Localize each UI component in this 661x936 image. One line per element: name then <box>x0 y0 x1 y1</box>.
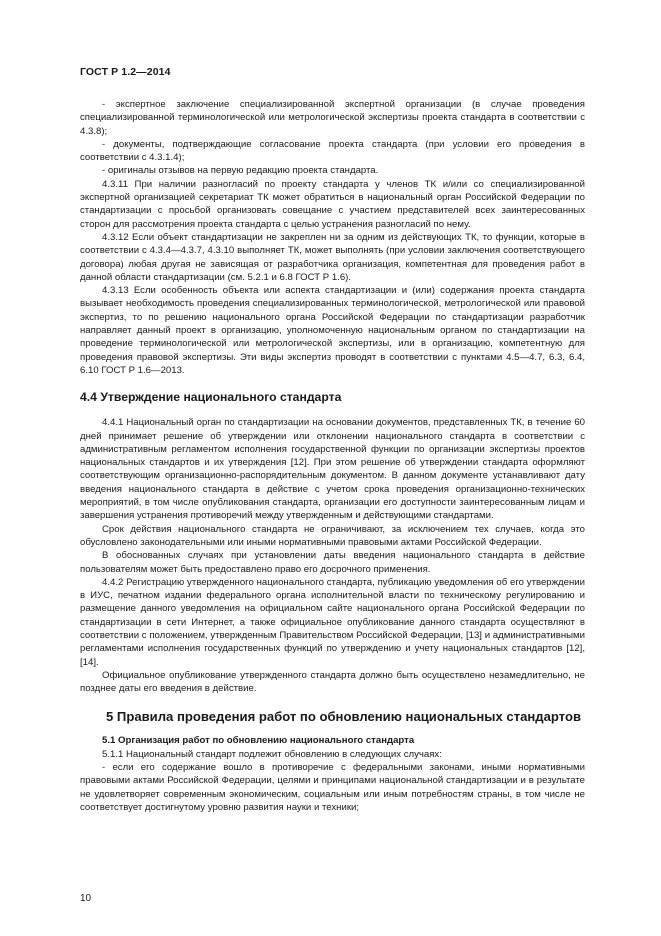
clause-5-1-1: 5.1.1 Национальный стандарт подлежит обновлению в следующих случаях: <box>102 748 442 760</box>
section-heading-4-4: 4.4 Утверждение национального стандарта <box>80 390 342 405</box>
clause-4-3-11: 4.3.11 При наличии разногласий по проекту стандарта у членов ТК и/или со специализированной экспертной организацией секретариат ТК может обратиться в национальный орган Российской Федерации по стандартизации с просьбой организовать совещание с участием представителей всех заинтересованных сторон для рассмотрения проекта стандарта с целью устранения разногласий по нему. <box>80 178 585 230</box>
document-body <box>80 98 585 814</box>
page-number: 10 <box>80 893 92 904</box>
paragraph: Срок действия национального стандарта не ограничивают, за исключением тех случаев, когда это обусловлено законодательными или иными нормативными правовыми актами Российской Федерации. <box>80 523 585 548</box>
paragraph: В обоснованных случаях при установлении даты введения национального стандарта в действие пользователям может быть предоставлено право его досрочного применения. <box>80 550 585 575</box>
clause-4-4-1: 4.4.1 Национальный орган по стандартизации на основании документов, представленных ТК, в течение 60 дней принимает решение об утверждении или отклонении национального стандарта в соответствии с административным регламентом исполнения государственной функции по организации экспертизы проектов национальных стандартов и их утверждения [12]. При этом решение об утверждении стандарта оформляют соответствующим организационно-распорядительным документом. В данном документе устанавливают дату введения национального стандарта в действие с учетом срока проведения организационно-технических мероприятий, в том числе опубликования стандарта, организации его доступности заинтересованным лицам и завершения устранения противоречий между утвержденным и действующими стандартами. <box>80 417 585 522</box>
paragraph: - оригиналы отзывов на первую редакцию проекта стандарта. <box>102 165 379 177</box>
document-header: ГОСТ Р 1.2—2014 <box>80 66 171 78</box>
clause-4-3-12: 4.3.12 Если объект стандартизации не закреплен ни за одним из действующих ТК, то функции, которые в соответствии с 4.3.4—4.3.7, 4.3.10 выполняет ТК, может выполнять (при условии заключения соответствующего договора) любая другая не зависящая от разработчика организация, компетентная для проведения работ в данной области стандартизации (см. 5.2.1 и 6.8 ГОСТ Р 1.6). <box>80 231 585 283</box>
list-item: - если его содержание вошло в противоречие с федеральными законами, иными нормативными правовыми актами Российской Федерации, целями и принципами национальной стандартизации и в результате не удовлетворяет современным экономическим, социальным или иным потребностям страны, в том числе не соответствует достигнутому уровню развития науки и техники; <box>80 762 585 813</box>
clause-4-3-13: 4.3.13 Если особенность объекта или аспекта стандартизации и (или) содержания проекта стандарта вызывает необходимость проведения специализированных терминологической, метрологической или правовой экспертиз, то по решению национального органа Российской Федерации по стандартизации разработчик направляет данный проект в организацию, уполномоченную национальным органом по стандартизации на проведение терминологической или метрологической экспертизы, или в организацию, компетентную для проведения правовой экспертизы. Эти виды экспертиз проводят в соответствии с пунктами 4.5—4.7, 6.3, 6.4, 6.10 ГОСТ Р 1.6—2013. <box>80 285 585 376</box>
clause-4-4-2: 4.4.2 Регистрацию утвержденного национального стандарта, публикацию уведомления об его утверждении в ИУС, печатном издании федерального органа исполнительной власти по техническому регулированию и размещение данного уведомления на официальном сайте национального органа Российской Федерации по стандартизации в сети Интернет, а также официальное опубликование данного стандарта осуществляют в соответствии с положением, утвержденным Правительством Российской Федерации, [13] и административными регламентами исполнения государственных функций по утверждению и учету национальных стандартов [12], [14]. <box>80 576 585 668</box>
paragraph: - документы, подтверждающие согласование проекта стандарта (при условии его проведения в соответствии с 4.3.1.4); <box>80 138 585 164</box>
section-heading-5: 5 Правила проведения работ по обновлению национальных стандартов <box>106 709 581 725</box>
section-heading-5-1: 5.1 Организация работ по обновлению национального стандарта <box>102 735 415 747</box>
paragraph: Официальное опубликование утвержденного стандарта должно быть осуществлено незамедлительно, не позднее даты его введения в действие. <box>80 669 585 695</box>
paragraph: - экспертное заключение специализированной экспертной организации (в случае проведения специализированной терминологической или метрологической экспертизы проекта стандарта в соответствии с 4.3.8); <box>80 99 585 137</box>
